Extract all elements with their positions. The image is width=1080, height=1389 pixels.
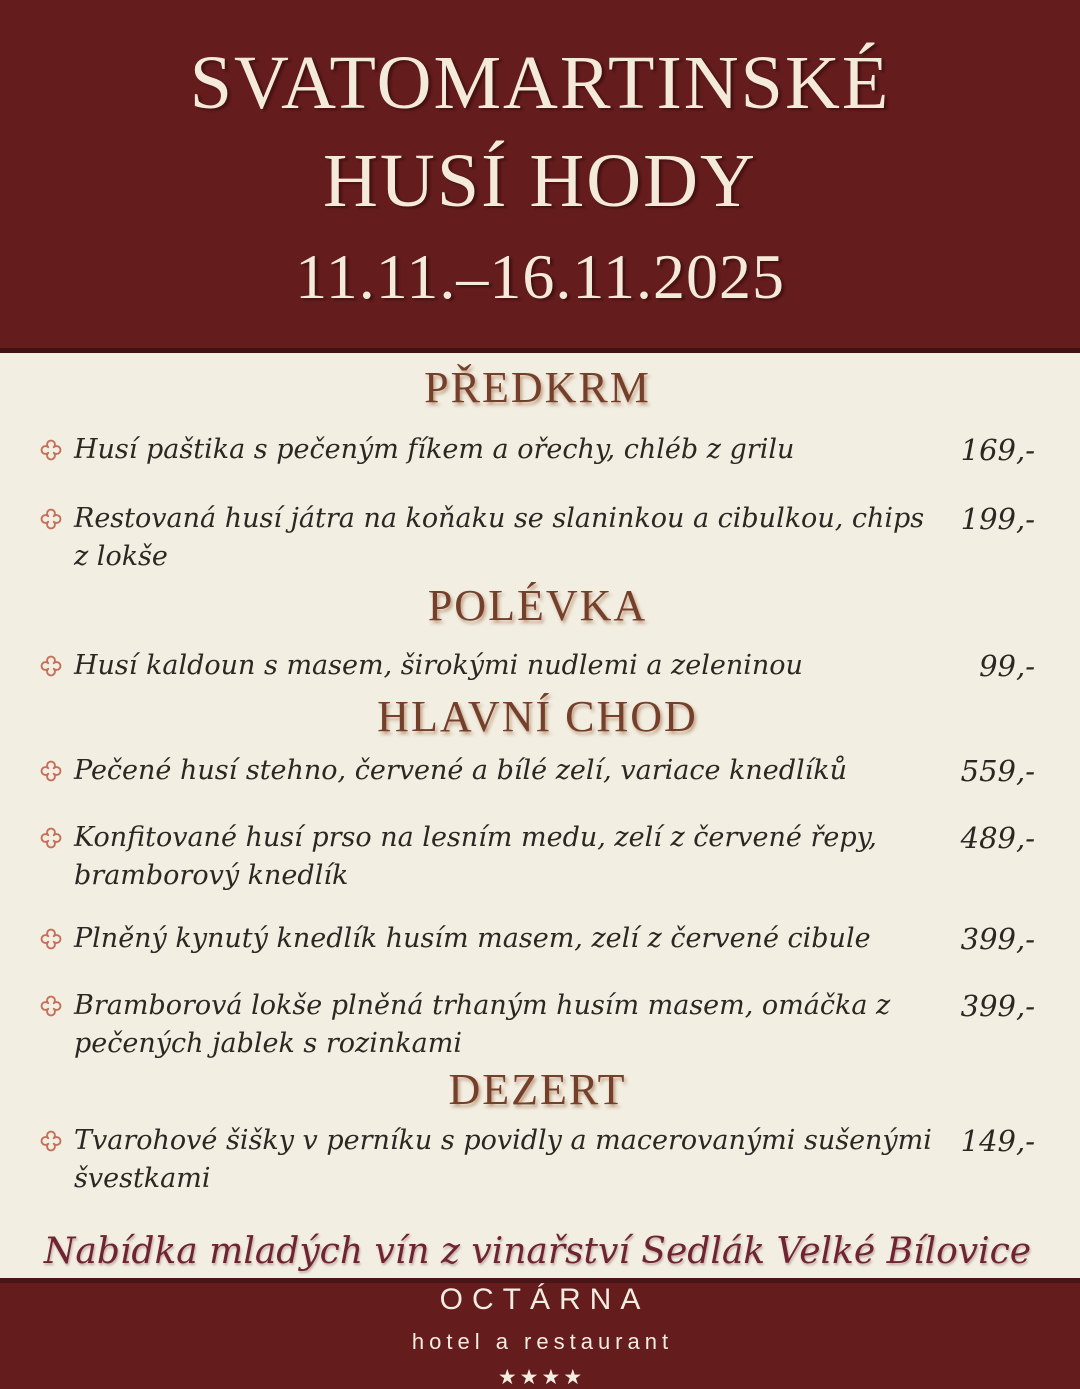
quatrefoil-icon [40, 928, 62, 950]
dish-price: 399,- [960, 989, 1035, 1023]
dish-name: Husí paštika s pečeným fíkem a ořechy, chléb z grilu [74, 434, 795, 465]
hotel-brand-logo: OCTÁRNA [439, 1283, 650, 1316]
dish-name: Konfitované husí prso na lesním medu, zelí z červené řepy, bramborový knedlík [74, 822, 877, 891]
menu-item [40, 752, 1035, 790]
menu-item [40, 920, 1035, 958]
section-heading-polevka: POLÉVKA [427, 581, 648, 630]
menu-item [40, 819, 1035, 895]
quatrefoil-icon [40, 827, 62, 849]
quatrefoil-icon [40, 508, 62, 530]
header-band [0, 0, 1080, 353]
menu-body [0, 353, 1080, 1278]
four-stars-icon: ★★★★ [497, 1365, 586, 1389]
menu-item [40, 647, 1035, 685]
poster-title-line2: HUSÍ HODY [323, 139, 757, 223]
dish-name: Bramborová lokše plněná trhaným husím masem, omáčka z pečených jablek s rozinkami [74, 990, 891, 1059]
wine-note: Nabídka mladých vín z vinařství Sedlák Velké Bílovice [43, 1231, 1032, 1272]
menu-item [40, 987, 1035, 1063]
dish-name: Restovaná husí játra na koňaku se slaninkou a cibulkou, chips z lokše [74, 503, 925, 572]
dish-name: Pečené husí stehno, červené a bílé zelí, variace knedlíků [74, 755, 848, 786]
dish-price: 149,- [960, 1124, 1035, 1158]
quatrefoil-icon [40, 760, 62, 782]
dish-price: 169,- [960, 433, 1035, 467]
dish-price: 399,- [960, 922, 1035, 956]
dish-name: Plněný kynutý knedlík husím masem, zelí z červené cibule [74, 923, 871, 954]
quatrefoil-icon [40, 655, 62, 677]
dish-price: 99,- [979, 649, 1035, 683]
footer-band [0, 1278, 1080, 1389]
quatrefoil-icon [40, 1130, 62, 1152]
dish-price: 489,- [960, 821, 1035, 855]
quatrefoil-icon [40, 995, 62, 1017]
dish-price: 199,- [960, 502, 1035, 536]
section-heading-hlavni-chod: HLAVNÍ CHOD [377, 692, 698, 741]
poster-title-line1: SVATOMARTINSKÉ [189, 41, 891, 125]
dish-name: Husí kaldoun s masem, širokými nudlemi a zeleninou [74, 650, 803, 681]
section-heading-predkrm: PŘEDKRM [424, 363, 651, 412]
menu-item [40, 431, 1035, 469]
quatrefoil-icon [40, 439, 62, 461]
dish-name: Tvarohové šišky v perníku s povidly a macerovanými sušenými švestkami [74, 1125, 932, 1194]
event-date-range: 11.11.–16.11.2025 [295, 241, 785, 312]
menu-item [40, 1122, 1035, 1198]
section-heading-dezert: DEZERT [448, 1065, 627, 1114]
hotel-tagline: hotel a restaurant [411, 1329, 674, 1354]
dish-price: 559,- [960, 754, 1035, 788]
menu-item [40, 500, 1035, 576]
